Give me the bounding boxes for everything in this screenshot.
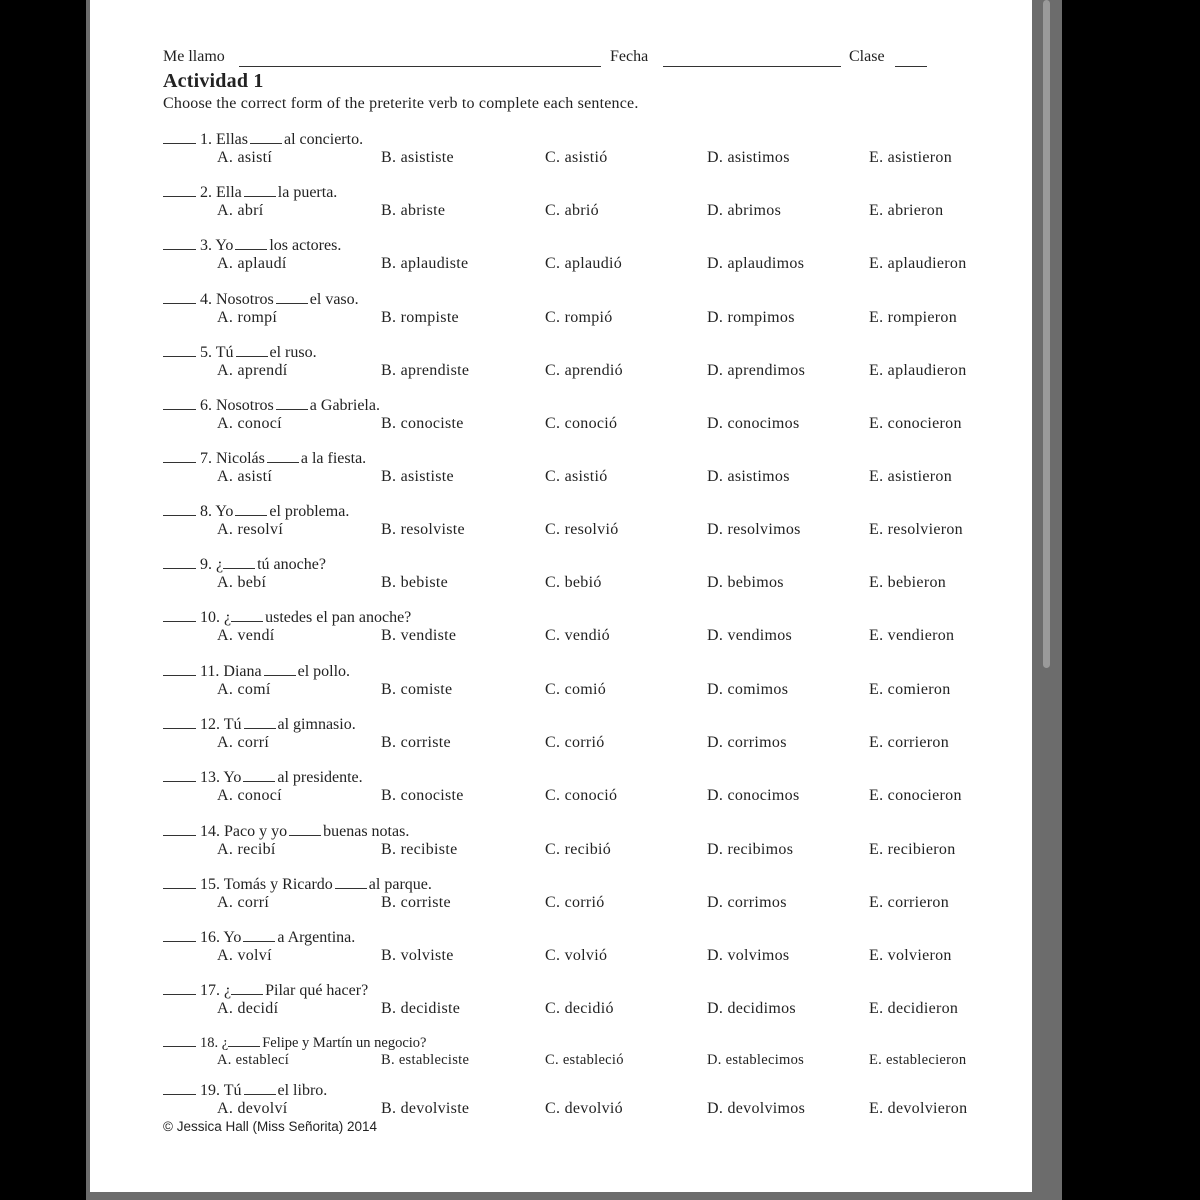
question-number: 13. bbox=[200, 769, 220, 786]
answer-option[interactable]: A. aprendí bbox=[217, 362, 288, 379]
answer-option[interactable]: E. aplaudieron bbox=[869, 362, 967, 379]
vertical-scrollbar[interactable] bbox=[1043, 0, 1050, 668]
answer-blank[interactable] bbox=[163, 979, 196, 995]
question-number: 15. bbox=[200, 876, 220, 893]
answer-options bbox=[163, 415, 993, 435]
verb-blank bbox=[267, 447, 299, 463]
question-item bbox=[163, 713, 993, 761]
question-stem bbox=[163, 234, 341, 254]
question-number: 9. bbox=[200, 556, 212, 573]
answer-option[interactable]: C. corrió bbox=[545, 734, 605, 751]
question-item bbox=[163, 288, 993, 336]
question-stem bbox=[163, 873, 432, 893]
question-stem bbox=[163, 500, 349, 520]
answer-option[interactable]: B. resolviste bbox=[381, 521, 465, 538]
question-number: 8. bbox=[200, 503, 212, 520]
question-rest: a la fiesta. bbox=[300, 450, 367, 467]
answer-option[interactable]: C. recibió bbox=[545, 841, 612, 858]
answer-option[interactable]: A. devolví bbox=[217, 1100, 288, 1117]
answer-option[interactable]: C. comió bbox=[545, 681, 607, 698]
answer-blank[interactable] bbox=[163, 447, 196, 463]
answer-options bbox=[163, 841, 993, 861]
question-subject: Ella bbox=[216, 184, 242, 201]
answer-option[interactable]: B. volviste bbox=[381, 947, 454, 964]
question-item bbox=[163, 979, 993, 1027]
question-number: 4. bbox=[200, 291, 212, 308]
answer-blank[interactable] bbox=[163, 341, 196, 357]
verb-blank bbox=[235, 234, 267, 250]
answer-option[interactable]: B. conociste bbox=[381, 415, 464, 432]
answer-options bbox=[163, 309, 993, 329]
answer-option[interactable]: B. estableciste bbox=[381, 1052, 470, 1068]
question-rest: al parque. bbox=[368, 876, 432, 893]
answer-option[interactable]: C. estableció bbox=[545, 1052, 624, 1068]
answer-option[interactable]: E. asistieron bbox=[869, 468, 952, 485]
question-item bbox=[163, 660, 993, 708]
question-stem bbox=[163, 553, 326, 573]
answer-option[interactable]: B. decidiste bbox=[381, 1000, 461, 1017]
answer-option[interactable]: B. aplaudiste bbox=[381, 255, 469, 272]
answer-options bbox=[163, 1052, 993, 1072]
question-stem bbox=[163, 660, 350, 680]
question-rest: el ruso. bbox=[269, 344, 317, 361]
answer-blank[interactable] bbox=[163, 713, 196, 729]
answer-option[interactable]: A. asistí bbox=[217, 468, 273, 485]
answer-blank[interactable] bbox=[163, 820, 196, 836]
question-stem bbox=[163, 766, 363, 786]
answer-blank[interactable] bbox=[163, 1079, 196, 1095]
answer-option[interactable]: C. conoció bbox=[545, 787, 618, 804]
answer-option[interactable]: E. volvieron bbox=[869, 947, 952, 964]
answer-options bbox=[163, 1000, 993, 1020]
answer-option[interactable]: B. asististe bbox=[381, 468, 454, 485]
answer-option[interactable]: B. devolviste bbox=[381, 1100, 470, 1117]
answer-option[interactable]: A. establecí bbox=[217, 1052, 290, 1068]
question-number: 2. bbox=[200, 184, 212, 201]
answer-option[interactable]: A. bebí bbox=[217, 574, 267, 591]
answer-blank[interactable] bbox=[163, 500, 196, 516]
question-stem bbox=[163, 820, 409, 840]
answer-option[interactable]: A. decidí bbox=[217, 1000, 279, 1017]
question-stem bbox=[163, 1079, 327, 1099]
question-rest: a Gabriela. bbox=[309, 397, 380, 414]
question-number: 19. bbox=[200, 1082, 220, 1099]
question-stem bbox=[163, 288, 359, 308]
answer-option[interactable]: D. resolvimos bbox=[707, 521, 801, 538]
question-subject: ¿ bbox=[221, 1035, 229, 1051]
verb-blank bbox=[289, 820, 321, 836]
question-stem bbox=[163, 1031, 426, 1051]
class-blank bbox=[895, 66, 927, 67]
answer-blank[interactable] bbox=[163, 606, 196, 622]
answer-option[interactable]: A. recibí bbox=[217, 841, 276, 858]
question-stem bbox=[163, 128, 363, 148]
question-rest: ustedes el pan anoche? bbox=[265, 609, 412, 626]
answer-option[interactable]: E. abrieron bbox=[869, 202, 944, 219]
answer-option[interactable]: B. bebiste bbox=[381, 574, 448, 591]
verb-blank bbox=[276, 394, 308, 410]
answer-option[interactable]: B. comiste bbox=[381, 681, 453, 698]
answer-option[interactable]: C. conoció bbox=[545, 415, 618, 432]
question-item bbox=[163, 447, 993, 495]
answer-option[interactable]: A. resolví bbox=[217, 521, 284, 538]
answer-option[interactable]: E. bebieron bbox=[869, 574, 947, 591]
verb-blank bbox=[223, 553, 255, 569]
answer-option[interactable]: C. asistió bbox=[545, 149, 608, 166]
question-item bbox=[163, 341, 993, 389]
answer-options bbox=[163, 521, 993, 541]
verb-blank bbox=[228, 1031, 260, 1047]
copyright-notice: © Jessica Hall (Miss Señorita) 2014 bbox=[163, 1119, 378, 1134]
answer-option[interactable]: D. comimos bbox=[707, 681, 789, 698]
question-subject: Yo bbox=[223, 769, 242, 786]
question-subject: Tú bbox=[223, 1082, 242, 1099]
question-subject: Yo bbox=[215, 503, 234, 520]
question-subject: Nicolás bbox=[216, 450, 265, 467]
verb-blank bbox=[231, 979, 263, 995]
answer-option[interactable]: C. asistió bbox=[545, 468, 608, 485]
question-subject: Diana bbox=[223, 663, 262, 680]
answer-option[interactable]: D. corrimos bbox=[707, 894, 787, 911]
answer-option[interactable]: A. conocí bbox=[217, 415, 282, 432]
answer-option[interactable]: A. abrí bbox=[217, 202, 264, 219]
question-item bbox=[163, 553, 993, 601]
question-number: 18. bbox=[200, 1035, 219, 1051]
answer-option[interactable]: A. comí bbox=[217, 681, 271, 698]
question-rest: buenas notas. bbox=[323, 823, 410, 840]
question-rest: al concierto. bbox=[284, 131, 364, 148]
question-rest: el vaso. bbox=[309, 291, 359, 308]
answer-option[interactable]: B. conociste bbox=[381, 787, 464, 804]
verb-blank bbox=[235, 500, 267, 516]
answer-option[interactable]: D. establecimos bbox=[707, 1052, 805, 1068]
answer-option[interactable]: C. vendió bbox=[545, 627, 610, 644]
answer-blank[interactable] bbox=[163, 234, 196, 250]
verb-blank bbox=[236, 341, 268, 357]
answer-option[interactable]: A. rompí bbox=[217, 309, 278, 326]
question-subject: Nosotros bbox=[216, 397, 274, 414]
answer-option[interactable]: B. vendiste bbox=[381, 627, 457, 644]
question-item bbox=[163, 820, 993, 868]
answer-option[interactable]: C. bebió bbox=[545, 574, 602, 591]
question-item bbox=[163, 766, 993, 814]
question-number: 3. bbox=[200, 237, 212, 254]
verb-blank bbox=[335, 873, 367, 889]
answer-option[interactable]: E. conocieron bbox=[869, 415, 962, 432]
date-label: Fecha bbox=[610, 48, 649, 65]
answer-blank[interactable] bbox=[163, 660, 196, 676]
answer-option[interactable]: E. decidieron bbox=[869, 1000, 959, 1017]
answer-option[interactable]: D. rompimos bbox=[707, 309, 795, 326]
question-stem bbox=[163, 979, 368, 999]
question-rest: al presidente. bbox=[277, 769, 363, 786]
question-number: 1. bbox=[200, 131, 212, 148]
answer-option[interactable]: E. conocieron bbox=[869, 787, 962, 804]
answer-options bbox=[163, 1100, 993, 1120]
name-blank bbox=[239, 66, 601, 67]
question-item bbox=[163, 1031, 993, 1079]
answer-option[interactable]: D. vendimos bbox=[707, 627, 793, 644]
question-subject: ¿ bbox=[216, 556, 224, 573]
question-subject: Ellas bbox=[216, 131, 248, 148]
answer-options bbox=[163, 362, 993, 382]
answer-option[interactable]: D. devolvimos bbox=[707, 1100, 806, 1117]
question-item bbox=[163, 128, 993, 176]
question-number: 5. bbox=[200, 344, 212, 361]
answer-blank[interactable] bbox=[163, 766, 196, 782]
answer-option[interactable]: B. corriste bbox=[381, 734, 451, 751]
answer-option[interactable]: B. asististe bbox=[381, 149, 454, 166]
answer-option[interactable]: A. conocí bbox=[217, 787, 282, 804]
question-rest: el libro. bbox=[277, 1082, 328, 1099]
answer-option[interactable]: C. resolvió bbox=[545, 521, 619, 538]
name-label: Me llamo bbox=[163, 48, 225, 65]
answer-option[interactable]: C. abrió bbox=[545, 202, 599, 219]
verb-blank bbox=[250, 128, 282, 144]
answer-options bbox=[163, 202, 993, 222]
question-rest: tú anoche? bbox=[257, 556, 326, 573]
verb-blank bbox=[243, 766, 275, 782]
verb-blank bbox=[264, 660, 296, 676]
answer-option[interactable]: E. comieron bbox=[869, 681, 951, 698]
answer-option[interactable]: C. aprendió bbox=[545, 362, 623, 379]
class-label: Clase bbox=[849, 48, 885, 65]
answer-option[interactable]: B. corriste bbox=[381, 894, 451, 911]
answer-option[interactable]: A. corrí bbox=[217, 734, 270, 751]
answer-option[interactable]: D. abrimos bbox=[707, 202, 782, 219]
answer-options bbox=[163, 468, 993, 488]
question-item bbox=[163, 873, 993, 921]
answer-option[interactable]: B. abriste bbox=[381, 202, 446, 219]
answer-option[interactable]: D. asistimos bbox=[707, 468, 790, 485]
answer-option[interactable]: B. rompiste bbox=[381, 309, 459, 326]
instructions: Choose the correct form of the preterite verb to complete each sentence. bbox=[163, 95, 639, 112]
answer-option[interactable]: E. rompieron bbox=[869, 309, 958, 326]
answer-options bbox=[163, 681, 993, 701]
question-subject: Tomás y Ricardo bbox=[223, 876, 333, 893]
answer-options bbox=[163, 787, 993, 807]
answer-blank[interactable] bbox=[163, 394, 196, 410]
answer-option[interactable]: D. corrimos bbox=[707, 734, 787, 751]
question-number: 14. bbox=[200, 823, 220, 840]
verb-blank bbox=[244, 181, 276, 197]
question-rest: a Argentina. bbox=[277, 929, 356, 946]
verb-blank bbox=[243, 926, 275, 942]
answer-option[interactable]: D. conocimos bbox=[707, 787, 800, 804]
answer-blank[interactable] bbox=[163, 128, 196, 144]
verb-blank bbox=[244, 713, 276, 729]
question-number: 10. bbox=[200, 609, 220, 626]
question-number: 17. bbox=[200, 982, 220, 999]
answer-option[interactable]: C. rompió bbox=[545, 309, 613, 326]
question-subject: ¿ bbox=[224, 982, 232, 999]
answer-option[interactable]: C. decidió bbox=[545, 1000, 614, 1017]
question-rest: los actores. bbox=[269, 237, 342, 254]
question-stem bbox=[163, 926, 355, 946]
question-item bbox=[163, 606, 993, 654]
question-stem bbox=[163, 181, 337, 201]
question-subject: Tú bbox=[215, 344, 234, 361]
question-subject: Paco y yo bbox=[224, 823, 288, 840]
question-item bbox=[163, 500, 993, 548]
answer-option[interactable]: E. recibieron bbox=[869, 841, 956, 858]
answer-options bbox=[163, 574, 993, 594]
answer-option[interactable]: C. devolvió bbox=[545, 1100, 623, 1117]
question-rest: Pilar qué hacer? bbox=[265, 982, 369, 999]
answer-option[interactable]: A. vendí bbox=[217, 627, 275, 644]
activity-title: Actividad 1 bbox=[163, 70, 264, 92]
question-number: 12. bbox=[200, 716, 220, 733]
verb-blank bbox=[231, 606, 263, 622]
answer-option[interactable]: B. recibiste bbox=[381, 841, 458, 858]
answer-option[interactable]: E. establecieron bbox=[869, 1052, 967, 1068]
answer-option[interactable]: C. volvió bbox=[545, 947, 608, 964]
answer-options bbox=[163, 947, 993, 967]
answer-option[interactable]: D. decidimos bbox=[707, 1000, 796, 1017]
question-rest: el problema. bbox=[269, 503, 350, 520]
answer-option[interactable]: B. aprendiste bbox=[381, 362, 470, 379]
question-stem bbox=[163, 447, 366, 467]
question-number: 7. bbox=[200, 450, 212, 467]
answer-options bbox=[163, 734, 993, 754]
question-item bbox=[163, 181, 993, 229]
question-subject: Nosotros bbox=[216, 291, 274, 308]
worksheet-header bbox=[163, 48, 933, 70]
question-item bbox=[163, 926, 993, 974]
question-number: 6. bbox=[200, 397, 212, 414]
answer-option[interactable]: A. asistí bbox=[217, 149, 273, 166]
question-subject: Yo bbox=[215, 237, 234, 254]
answer-option[interactable]: A. aplaudí bbox=[217, 255, 287, 272]
answer-blank[interactable] bbox=[163, 873, 196, 889]
question-rest: la puerta. bbox=[277, 184, 338, 201]
answer-option[interactable]: E. corrieron bbox=[869, 734, 950, 751]
answer-option[interactable]: D. volvimos bbox=[707, 947, 790, 964]
question-number: 11. bbox=[200, 663, 220, 680]
question-stem bbox=[163, 394, 380, 414]
question-stem bbox=[163, 606, 411, 626]
answer-options bbox=[163, 255, 993, 275]
question-stem bbox=[163, 341, 317, 361]
answer-blank[interactable] bbox=[163, 1031, 196, 1047]
verb-blank bbox=[276, 288, 308, 304]
question-subject: Tú bbox=[223, 716, 242, 733]
answer-option[interactable]: D. asistimos bbox=[707, 149, 790, 166]
question-number: 16. bbox=[200, 929, 220, 946]
question-rest: Felipe y Martín un negocio? bbox=[262, 1035, 427, 1051]
question-item bbox=[163, 234, 993, 282]
date-blank bbox=[663, 66, 841, 67]
answer-options bbox=[163, 149, 993, 169]
question-subject: Yo bbox=[223, 929, 242, 946]
answer-option[interactable]: D. conocimos bbox=[707, 415, 800, 432]
answer-blank[interactable] bbox=[163, 181, 196, 197]
answer-option[interactable]: E. corrieron bbox=[869, 894, 950, 911]
answer-blank[interactable] bbox=[163, 926, 196, 942]
answer-option[interactable]: C. corrió bbox=[545, 894, 605, 911]
answer-option[interactable]: E. aplaudieron bbox=[869, 255, 967, 272]
answer-option[interactable]: D. bebimos bbox=[707, 574, 784, 591]
answer-option[interactable]: E. vendieron bbox=[869, 627, 955, 644]
question-item bbox=[163, 394, 993, 442]
answer-option[interactable]: E. asistieron bbox=[869, 149, 952, 166]
answer-option[interactable]: D. aprendimos bbox=[707, 362, 806, 379]
answer-blank[interactable] bbox=[163, 553, 196, 569]
answer-option[interactable]: C. aplaudió bbox=[545, 255, 623, 272]
answer-option[interactable]: D. aplaudimos bbox=[707, 255, 805, 272]
question-rest: al gimnasio. bbox=[277, 716, 356, 733]
answer-option[interactable]: D. recibimos bbox=[707, 841, 794, 858]
answer-options bbox=[163, 627, 993, 647]
answer-blank[interactable] bbox=[163, 288, 196, 304]
answer-option[interactable]: E. devolvieron bbox=[869, 1100, 968, 1117]
answer-options bbox=[163, 894, 993, 914]
answer-option[interactable]: A. volví bbox=[217, 947, 272, 964]
question-rest: el pollo. bbox=[297, 663, 351, 680]
answer-option[interactable]: A. corrí bbox=[217, 894, 270, 911]
question-subject: ¿ bbox=[224, 609, 232, 626]
answer-option[interactable]: E. resolvieron bbox=[869, 521, 963, 538]
question-stem bbox=[163, 713, 356, 733]
verb-blank bbox=[244, 1079, 276, 1095]
